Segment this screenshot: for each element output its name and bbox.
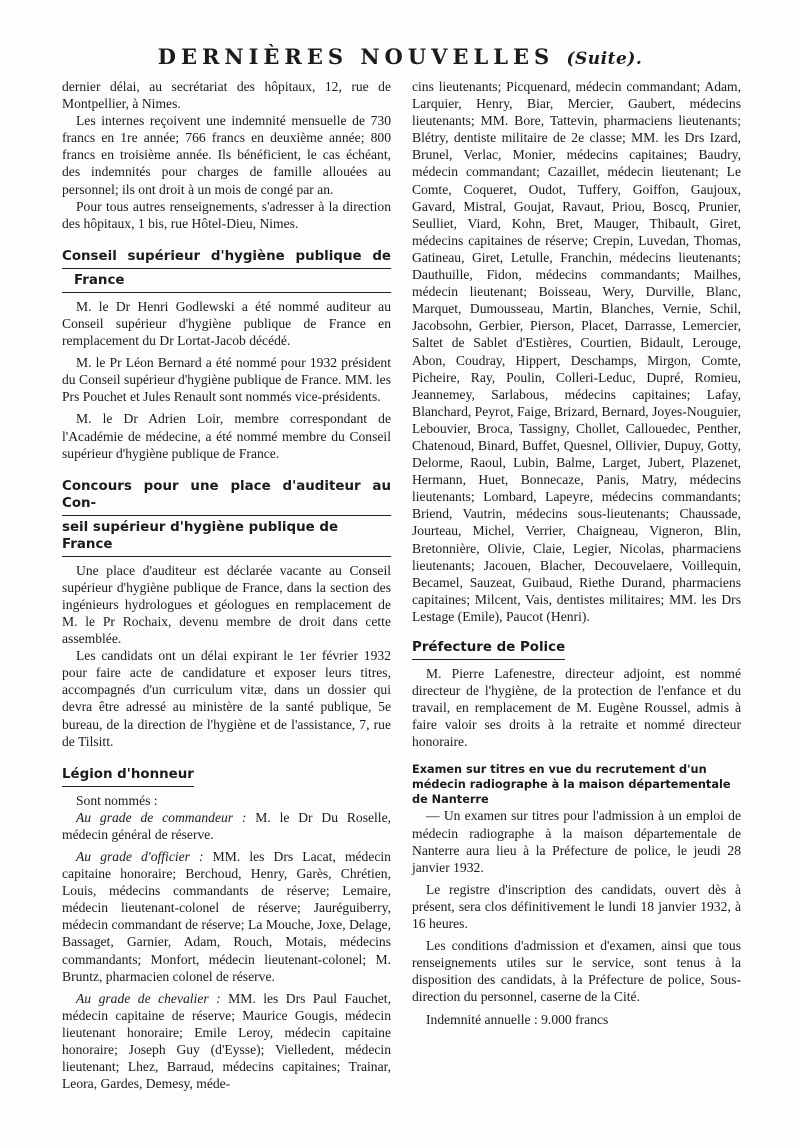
conseil-paragraph: M. le Pr Léon Bernard a été nommé pour 1932 président du Conseil supérieur d'hygiène publique de France. MM. les Prs Pouchet et Jules Renault sont nommés vice-présidents. — [62, 355, 391, 405]
conseil-heading — [62, 248, 391, 293]
legion-officier — [62, 848, 391, 985]
examen-paragraph: Les conditions d'admission et d'examen, ainsi que tous renseignements utiles sur le service, sont tenus à la disposition des candidats, à la Préfecture de police, Sous-direction du personnel, caserne de la Cité. — [412, 938, 741, 1005]
concours-paragraph: Les candidats ont un délai expirant le 1er février 1932 pour faire acte de candidature et exposer leurs titres, accompagnés d'un curriculum vitæ, dans un dossier qui devra être adressé au ministère de la santé publique, 5e bureau, de la direction de l'hygiène et de l'assistance, 7, rue de Tilsitt. — [62, 648, 391, 749]
hospital-paragraph: Pour tous autres renseignements, s'adresser à la direction des hôpitaux, 1 bis, rue Hôtel-Dieu, Nimes. — [62, 198, 391, 231]
page-title: DERNIÈRES NOUVELLES — [157, 44, 555, 69]
legion-continuation: cins lieutenants; Picquenard, médecin commandant; Adam, Larquier, Henry, Biar, Mercier, Gaubert, médecins lieutenants; MM. Bore, Tattevin, pharmaciens lieutenants; Blétry, dentiste militaire de 2e classe; MM. les Drs Izard, Brunel, Verlac, Monier, médecins capitaines; Baudry, médecin commandant; Cazaillet, médecin lieutenant; Le Comte, Coqueret, Oudot, Tuffery, Goiffon, Gaujoux, Gavard, Mistral, Goujat, Ravaut, Priou, Bosсq, Prunier, Seulliet, Viard, Kohn, Bret, Mauger, Thibault, Giret, médecins capitaines de réserve; Crepin, Luvedan, Thomas, Gatineau, Giret, Letulle, Franchin, médecins lieutenants; Dauthuille, Fidon, médecins commandants; Mailhes, médecin lieutenant; Boisseau, Wery, Durville, Blanc, Marquet, Dumousseau, Martin, Blanches, Vernie, Schil, Jacobsohn, Gerbier, Pierson, Placet, Darrasse, Lemercier, Saltet de Sablet d'Estières, Courtien, Bidault, Lerouge, Abon, Coudray, Hippert, Deschamps, Mirgon, Comte, Picheire, Ray, Poulin, Colleri-Leduc, Dupré, Romieu, Jeannemey, Sarlabous, médecins capitaines; Lafay, Blanchard, Peyrot, Faige, Brizard, Bernard, Joyes-Nouguier, Lebouvier, Broca, Tassigny, Chollet, Callouedec, Penther, Chatenoud, Binard, Buffet, Quesnel, Ollivier, Dupuy, Gotty, Delorme, Raoul, Lubin, Balme, Larget, Jubert, Plazenet, Hermann, Huet, Bonnecaze, Panis, Matry, médecins lieutenants; Lombard, Lapeyre, médecins commandants; Briend, Vautrin, médecins sous-lieutenants; Chaussade, Jourteau, Michel, Verrier, Chaigneau, Vigneron, Blin, Bretonnière, Olivie, Claie, Legier, Nicolas, pharmaciens lieutenants; Jacouen, Blacher, Decouvelaere, Voillequin, Becamel, Sauzeat, Guibaud, Riethe Durand, pharmaciens capitaines; Milcent, Vais, dentistes militaires; MM. les Drs Lestage (Emile), Paucot (Henri). — [412, 79, 742, 624]
legion-heading: Légion d'honneur — [62, 766, 194, 787]
legion-intro: Sont nommés : — [76, 792, 158, 808]
right-column — [412, 78, 741, 1028]
chevalier-label: Au grade de chevalier : — [76, 990, 221, 1006]
examen-indemnite: Indemnité annuelle : 9.000 francs — [426, 1011, 609, 1027]
legion-commandeur — [62, 809, 391, 843]
chevalier-text: MM. les Drs Paul Fauchet, médecin capitaine de réserve; Maurice Gougis, médecin lieutenant honoraire; Emile Leroy, médecin capitaine honoraire; Joseph Guy (d'Eysse); Vielledent, médecin lieutenant; Lhez, Barraud, médecins capitaines; Trainar, Leora, Gardes, Demesy, méde- — [62, 990, 391, 1092]
hospital-paragraph: Les internes reçoivent une indemnité mensuelle de 730 francs en 1re année; 766 francs en deuxième année; 800 francs en troisième année. Ils bénéficient, le cas échéant, des indemnités pour charges de famille allouées au personnel; ils ont droit à un mois de congé par an. — [62, 113, 391, 197]
hospital-paragraph: dernier délai, au secrétariat des hôpitaux, 12, rue de Montpellier, à Nimes. — [62, 79, 391, 112]
conseil-heading-line2: France — [74, 272, 125, 288]
examen-paragraph: Le registre d'inscription des candidats, ouvert dès à présent, sera clos définitivement le lundi 18 janvier 1932, à 16 heures. — [412, 881, 741, 932]
conseil-paragraph: M. le Dr Adrien Loir, membre correspondant de l'Académie de médecine, a été nommé membre du Conseil supérieur d'hygiène publique de France. — [62, 411, 391, 461]
officier-label: Au grade d'officier : — [76, 849, 204, 864]
prefecture-heading: Préfecture de Police — [412, 639, 565, 660]
examen-subheading: Examen sur titres en vue du recrutement d'un médecin radiographe à la maison départementale de Nanterre — [412, 763, 731, 807]
examen-paragraph: — Un examen sur titres pour l'admission à un emploi de médecin radiographe à la maison départementale de Nanterre aura lieu à la Préfecture de police, le jeudi 28 janvier 1932. — [412, 808, 741, 875]
conseil-paragraph: M. le Dr Henri Godlewski a été nommé auditeur au Conseil supérieur d'hygiène publique de France en remplacement du Dr Lortat-Jacob décédé. — [62, 298, 391, 349]
concours-heading-line2: seil supérieur d'hygiène publique de France — [62, 519, 339, 552]
page-title-suite: (Suite). — [566, 49, 643, 69]
prefecture-paragraph: M. Pierre Lafenestre, directeur adjoint, est nommé directeur de l'hygiène, de la protection de l'enfance et du travail, en remplacement de M. Eugène Roussel, admis à faire valoir ses droits à la retraite et nommé directeur honoraire. — [412, 666, 741, 750]
commandeur-label: Au grade de commandeur : — [76, 809, 247, 825]
commandeur-text: M. le Dr Du Roselle, médecin général de réserve. — [62, 809, 391, 842]
conseil-heading-line1: Conseil supérieur d'hygiène publique de — [62, 248, 391, 269]
legion-chevalier — [62, 990, 391, 1093]
concours-heading-line1: Concours pour une place d'auditeur au Con- — [62, 478, 391, 516]
officier-text: MM. les Drs Lacat, médecin capitaine honoraire; Berchoud, Henry, Garès, Chrétien, Louis, médecins commandants de réserve; Lemaire, médecin lieutenant-colonel de réserve; Jauréguiberry, médecin commandant de réserve; La Mouche, Joxe, Delage, Bassaget, Garnier, Adam, Rouch, Motais, médecins commandants; Monfort, médecin lieutenant-colonel; M. Bruntz, pharmacien colonel de réserve. — [62, 849, 391, 984]
page-header — [0, 44, 800, 69]
concours-paragraph: Une place d'auditeur est déclarée vacante au Conseil supérieur d'hygiène publique de France, dans la section des ingénieurs hydrologues et géologues en remplacement de M. le Pr Rochaix, devenu membre de droit dans cette assemblée. — [62, 562, 391, 647]
concours-heading — [62, 478, 391, 557]
left-column — [62, 78, 391, 1092]
